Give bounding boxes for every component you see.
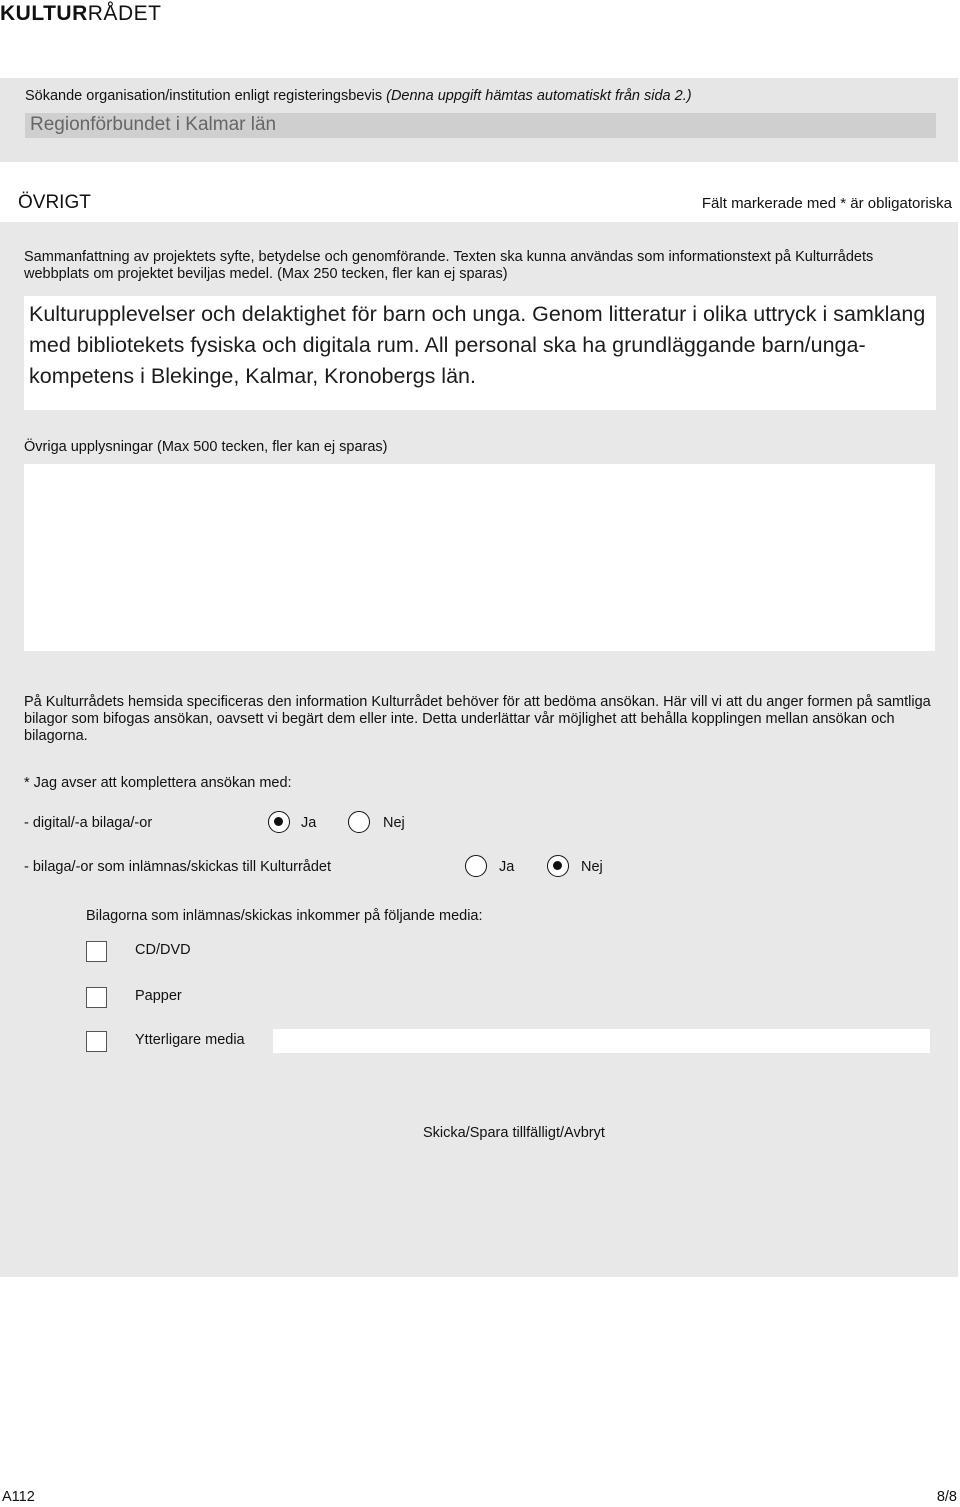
attachment-info-text: På Kulturrådets hemsida specificeras den information Kulturrådet behöver för att bedöma ansökan. Här vill vi att du anger formen på samtliga bilagor som bifogas ansökan, oavsett vi begärt dem eller inte. Detta underlättar vår möjlighet att behålla kopplingen mellan ansökan och bilagorna. (24, 694, 931, 744)
logo-bold-text: KULTUR (0, 2, 88, 25)
digital-attachment-label: - digital/-a bilaga/-or (24, 815, 153, 831)
cd-dvd-label: CD/DVD (135, 942, 191, 958)
digital-attachment-yes-label: Ja (301, 815, 317, 831)
section-title: ÖVRIGT (18, 192, 91, 213)
digital-attachment-yes-radio[interactable] (268, 811, 290, 833)
other-media-input[interactable] (273, 1029, 930, 1053)
physical-attachment-no-label: Nej (581, 859, 603, 875)
required-note: Fält markerade med * är obligatoriska (701, 195, 952, 212)
applicant-value: Regionförbundet i Kalmar län (30, 114, 277, 135)
logo-regular-text: RÅDET (87, 2, 162, 25)
paper-checkbox[interactable] (86, 987, 107, 1008)
submit-save-cancel-button[interactable]: Skicka/Spara tillfälligt/Avbryt (423, 1125, 605, 1141)
page-number: 8/8 (936, 1489, 957, 1505)
digital-attachment-no-radio[interactable] (348, 811, 370, 833)
summary-label: Sammanfattning av projektets syfte, betydelse och genomförande. Texten ska kunna användas som informationstext på Kulturrådets webbplats om projektet beviljas medel. (Max 250 tecken, fler kan ej sparas) (24, 249, 874, 282)
supplement-label: * Jag avser att komplettera ansökan med: (24, 775, 292, 791)
physical-attachment-yes-radio[interactable] (465, 855, 487, 877)
other-media-checkbox[interactable] (86, 1031, 107, 1052)
paper-label: Papper (135, 988, 182, 1004)
applicant-label: Sökande organisation/institution enligt registeringsbevis (Denna uppgift hämtas automatiskt från sida 2.) (25, 88, 692, 104)
summary-value: Kulturupplevelser och delaktighet för barn och unga. Genom litteratur i olika uttryck i samklang med bibliotekets fysiska och digitala rum. All personal ska ha grundläggande barn/unga-kompetens i Blekinge, Kalmar, Kronobergs län. (29, 302, 926, 388)
kulturradet-logo (0, 2, 161, 26)
media-label: Bilagorna som inlämnas/skickas inkommer på följande media: (86, 908, 483, 924)
physical-attachment-yes-label: Ja (499, 859, 515, 875)
other-info-field[interactable] (24, 464, 935, 651)
physical-attachment-no-radio[interactable] (547, 855, 569, 877)
form-code: A112 (2, 1489, 35, 1505)
other-media-label: Ytterligare media (135, 1032, 245, 1048)
other-info-label: Övriga upplysningar (Max 500 tecken, fler kan ej sparas) (24, 439, 388, 455)
applicant-label-note: (Denna uppgift hämtas automatiskt från sida 2.) (386, 88, 692, 104)
digital-attachment-no-label: Nej (383, 815, 405, 831)
cd-dvd-checkbox[interactable] (86, 941, 107, 962)
physical-attachment-label: - bilaga/-or som inlämnas/skickas till Kulturrådet (24, 859, 332, 875)
